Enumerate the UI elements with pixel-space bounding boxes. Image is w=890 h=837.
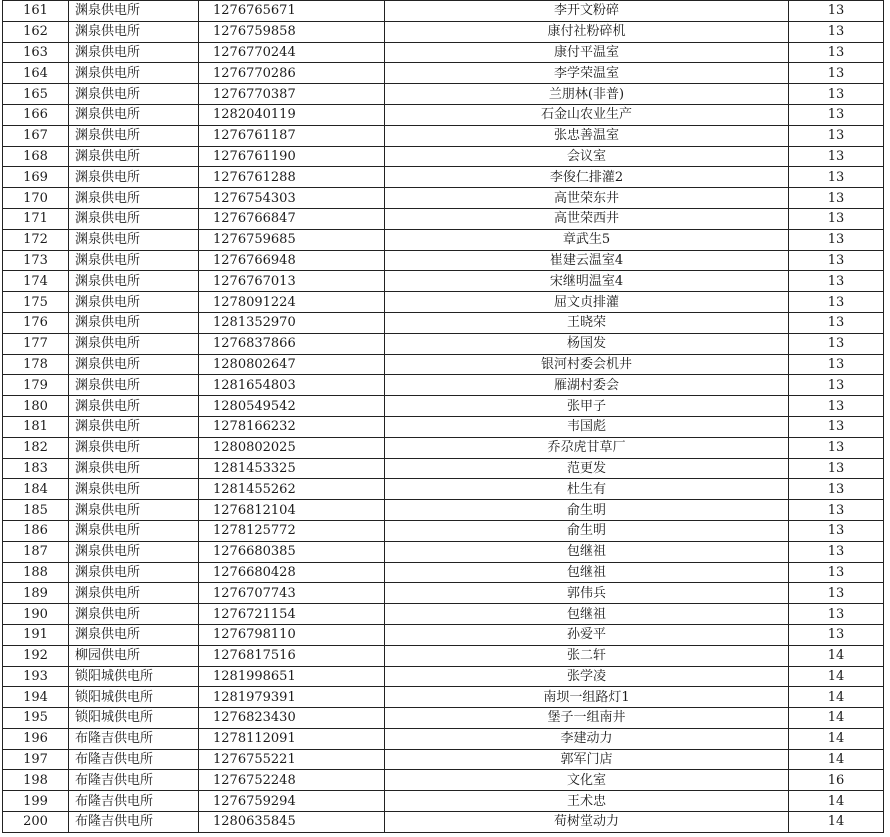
table-row	[3, 21, 884, 42]
table-row	[3, 167, 884, 188]
table-row	[3, 728, 884, 749]
account-number-cell: 1276837866	[199, 333, 385, 354]
supply-station-cell: 渊泉供电所	[69, 63, 199, 84]
table-row	[3, 645, 884, 666]
table-row	[3, 146, 884, 167]
value-cell: 13	[789, 437, 884, 458]
value-cell: 14	[789, 666, 884, 687]
table-row	[3, 437, 884, 458]
supply-station-cell: 渊泉供电所	[69, 1, 199, 22]
table-row	[3, 333, 884, 354]
account-number-cell: 1278125772	[199, 520, 385, 541]
row-number-cell: 171	[3, 208, 69, 229]
supply-station-cell: 锁阳城供电所	[69, 687, 199, 708]
table-row	[3, 312, 884, 333]
supply-station-cell: 渊泉供电所	[69, 583, 199, 604]
customer-name-cell: 兰朋林(非普)	[385, 84, 789, 105]
value-cell: 14	[789, 687, 884, 708]
row-number-cell: 170	[3, 188, 69, 209]
value-cell: 14	[789, 645, 884, 666]
account-number-cell: 1276755221	[199, 749, 385, 770]
table-row	[3, 770, 884, 791]
value-cell: 13	[789, 520, 884, 541]
account-number-cell: 1278112091	[199, 728, 385, 749]
account-number-cell: 1276759858	[199, 21, 385, 42]
row-number-cell: 191	[3, 624, 69, 645]
table-row	[3, 292, 884, 313]
supply-station-cell: 渊泉供电所	[69, 188, 199, 209]
supply-station-cell: 渊泉供电所	[69, 396, 199, 417]
row-number-cell: 185	[3, 500, 69, 521]
account-number-cell: 1281998651	[199, 666, 385, 687]
table-row	[3, 812, 884, 833]
value-cell: 13	[789, 146, 884, 167]
row-number-cell: 183	[3, 458, 69, 479]
table-row	[3, 208, 884, 229]
account-number-cell: 1276798110	[199, 624, 385, 645]
value-cell: 13	[789, 250, 884, 271]
customer-name-cell: 屈文贞排灌	[385, 292, 789, 313]
customer-name-cell: 包继祖	[385, 604, 789, 625]
table-row	[3, 500, 884, 521]
customer-name-cell: 包继祖	[385, 541, 789, 562]
row-number-cell: 163	[3, 42, 69, 63]
supply-station-cell: 渊泉供电所	[69, 375, 199, 396]
table-row	[3, 604, 884, 625]
value-cell: 13	[789, 208, 884, 229]
supply-station-cell: 布隆吉供电所	[69, 728, 199, 749]
account-number-cell: 1276770286	[199, 63, 385, 84]
supply-station-cell: 渊泉供电所	[69, 21, 199, 42]
supply-station-cell: 渊泉供电所	[69, 84, 199, 105]
account-number-cell: 1276759294	[199, 791, 385, 812]
row-number-cell: 189	[3, 583, 69, 604]
supply-station-cell: 渊泉供电所	[69, 104, 199, 125]
supply-station-cell: 布隆吉供电所	[69, 749, 199, 770]
customer-name-cell: 张二轩	[385, 645, 789, 666]
table-row	[3, 749, 884, 770]
row-number-cell: 193	[3, 666, 69, 687]
supply-station-cell: 锁阳城供电所	[69, 708, 199, 729]
supply-station-cell: 渊泉供电所	[69, 604, 199, 625]
supply-station-cell: 渊泉供电所	[69, 146, 199, 167]
value-cell: 13	[789, 500, 884, 521]
table-row	[3, 354, 884, 375]
customer-name-cell: 康付社粉碎机	[385, 21, 789, 42]
table-row	[3, 271, 884, 292]
row-number-cell: 188	[3, 562, 69, 583]
supply-station-cell: 渊泉供电所	[69, 292, 199, 313]
table-row	[3, 541, 884, 562]
supply-station-cell: 渊泉供电所	[69, 541, 199, 562]
row-number-cell: 168	[3, 146, 69, 167]
value-cell: 13	[789, 292, 884, 313]
supply-station-cell: 布隆吉供电所	[69, 770, 199, 791]
row-number-cell: 198	[3, 770, 69, 791]
row-number-cell: 165	[3, 84, 69, 105]
account-number-cell: 1276680385	[199, 541, 385, 562]
value-cell: 13	[789, 104, 884, 125]
customer-name-cell: 俞生明	[385, 520, 789, 541]
account-number-cell: 1276817516	[199, 645, 385, 666]
supply-station-cell: 渊泉供电所	[69, 312, 199, 333]
supply-station-cell: 渊泉供电所	[69, 167, 199, 188]
customer-name-cell: 乔尕虎甘草厂	[385, 437, 789, 458]
customer-name-cell: 王晓荣	[385, 312, 789, 333]
row-number-cell: 179	[3, 375, 69, 396]
customer-name-cell: 章武生5	[385, 229, 789, 250]
value-cell: 13	[789, 271, 884, 292]
value-cell: 16	[789, 770, 884, 791]
supply-station-cell: 渊泉供电所	[69, 562, 199, 583]
customer-name-cell: 张甲子	[385, 396, 789, 417]
customer-name-cell: 文化室	[385, 770, 789, 791]
row-number-cell: 161	[3, 1, 69, 22]
supply-station-cell: 渊泉供电所	[69, 520, 199, 541]
value-cell: 13	[789, 562, 884, 583]
supply-station-cell: 渊泉供电所	[69, 42, 199, 63]
value-cell: 13	[789, 583, 884, 604]
account-number-cell: 1278166232	[199, 416, 385, 437]
table-row	[3, 125, 884, 146]
account-number-cell: 1276770387	[199, 84, 385, 105]
row-number-cell: 174	[3, 271, 69, 292]
account-number-cell: 1276680428	[199, 562, 385, 583]
row-number-cell: 169	[3, 167, 69, 188]
row-number-cell: 167	[3, 125, 69, 146]
account-number-cell: 1276766948	[199, 250, 385, 271]
customer-name-cell: 高世荣东井	[385, 188, 789, 209]
row-number-cell: 187	[3, 541, 69, 562]
customer-name-cell: 崔建云温室4	[385, 250, 789, 271]
account-number-cell: 1276707743	[199, 583, 385, 604]
customer-name-cell: 康付平温室	[385, 42, 789, 63]
customer-name-cell: 张学凌	[385, 666, 789, 687]
supply-station-cell: 布隆吉供电所	[69, 812, 199, 833]
table-row	[3, 1, 884, 22]
table-row	[3, 687, 884, 708]
value-cell: 13	[789, 1, 884, 22]
customer-name-cell: 荀树堂动力	[385, 812, 789, 833]
row-number-cell: 196	[3, 728, 69, 749]
table-row	[3, 791, 884, 812]
customer-name-cell: 俞生明	[385, 500, 789, 521]
value-cell: 13	[789, 229, 884, 250]
table-row	[3, 42, 884, 63]
row-number-cell: 194	[3, 687, 69, 708]
table-row	[3, 84, 884, 105]
row-number-cell: 177	[3, 333, 69, 354]
table-row	[3, 562, 884, 583]
table-row	[3, 583, 884, 604]
account-number-cell: 1276765671	[199, 1, 385, 22]
value-cell: 13	[789, 375, 884, 396]
row-number-cell: 182	[3, 437, 69, 458]
account-number-cell: 1280549542	[199, 396, 385, 417]
supply-station-cell: 渊泉供电所	[69, 208, 199, 229]
account-number-cell: 1281455262	[199, 479, 385, 500]
supply-station-cell: 渊泉供电所	[69, 229, 199, 250]
supply-station-cell: 渊泉供电所	[69, 479, 199, 500]
row-number-cell: 164	[3, 63, 69, 84]
row-number-cell: 178	[3, 354, 69, 375]
table-row	[3, 375, 884, 396]
customer-name-cell: 张忠善温室	[385, 125, 789, 146]
row-number-cell: 197	[3, 749, 69, 770]
row-number-cell: 184	[3, 479, 69, 500]
account-number-cell: 1280635845	[199, 812, 385, 833]
customer-name-cell: 李开文粉碎	[385, 1, 789, 22]
account-number-cell: 1276721154	[199, 604, 385, 625]
customer-name-cell: 宋继明温室4	[385, 271, 789, 292]
account-number-cell: 1281453325	[199, 458, 385, 479]
value-cell: 13	[789, 125, 884, 146]
supply-station-cell: 布隆吉供电所	[69, 791, 199, 812]
value-cell: 13	[789, 604, 884, 625]
value-cell: 14	[789, 708, 884, 729]
records-table-body	[3, 1, 884, 833]
row-number-cell: 186	[3, 520, 69, 541]
row-number-cell: 200	[3, 812, 69, 833]
row-number-cell: 180	[3, 396, 69, 417]
row-number-cell: 175	[3, 292, 69, 313]
customer-name-cell: 郭伟兵	[385, 583, 789, 604]
row-number-cell: 173	[3, 250, 69, 271]
customer-name-cell: 孙爱平	[385, 624, 789, 645]
supply-station-cell: 渊泉供电所	[69, 250, 199, 271]
account-number-cell: 1280802025	[199, 437, 385, 458]
table-row	[3, 104, 884, 125]
row-number-cell: 190	[3, 604, 69, 625]
table-row	[3, 416, 884, 437]
value-cell: 13	[789, 416, 884, 437]
supply-station-cell: 渊泉供电所	[69, 271, 199, 292]
value-cell: 13	[789, 396, 884, 417]
supply-station-cell: 渊泉供电所	[69, 333, 199, 354]
account-number-cell: 1276752248	[199, 770, 385, 791]
table-row	[3, 520, 884, 541]
value-cell: 13	[789, 42, 884, 63]
account-number-cell: 1276823430	[199, 708, 385, 729]
customer-name-cell: 李学荣温室	[385, 63, 789, 84]
account-number-cell: 1276761187	[199, 125, 385, 146]
table-row	[3, 188, 884, 209]
customer-name-cell: 王术忠	[385, 791, 789, 812]
row-number-cell: 162	[3, 21, 69, 42]
account-number-cell: 1276761190	[199, 146, 385, 167]
customer-name-cell: 包继祖	[385, 562, 789, 583]
customer-name-cell: 堡子一组南井	[385, 708, 789, 729]
value-cell: 13	[789, 312, 884, 333]
customer-name-cell: 杨国发	[385, 333, 789, 354]
records-table	[2, 0, 884, 833]
table-row	[3, 479, 884, 500]
value-cell: 13	[789, 167, 884, 188]
value-cell: 13	[789, 541, 884, 562]
value-cell: 13	[789, 458, 884, 479]
account-number-cell: 1282040119	[199, 104, 385, 125]
customer-name-cell: 李建动力	[385, 728, 789, 749]
customer-name-cell: 高世荣西井	[385, 208, 789, 229]
row-number-cell: 181	[3, 416, 69, 437]
customer-name-cell: 杜生有	[385, 479, 789, 500]
row-number-cell: 199	[3, 791, 69, 812]
account-number-cell: 1280802647	[199, 354, 385, 375]
supply-station-cell: 渊泉供电所	[69, 416, 199, 437]
table-row	[3, 708, 884, 729]
account-number-cell: 1276770244	[199, 42, 385, 63]
account-number-cell: 1278091224	[199, 292, 385, 313]
account-number-cell: 1276812104	[199, 500, 385, 521]
customer-name-cell: 银河村委会机井	[385, 354, 789, 375]
row-number-cell: 176	[3, 312, 69, 333]
account-number-cell: 1276761288	[199, 167, 385, 188]
account-number-cell: 1276759685	[199, 229, 385, 250]
customer-name-cell: 范更发	[385, 458, 789, 479]
account-number-cell: 1276754303	[199, 188, 385, 209]
row-number-cell: 192	[3, 645, 69, 666]
value-cell: 13	[789, 624, 884, 645]
value-cell: 13	[789, 333, 884, 354]
table-row	[3, 458, 884, 479]
supply-station-cell: 渊泉供电所	[69, 624, 199, 645]
table-row	[3, 396, 884, 417]
table-row	[3, 624, 884, 645]
value-cell: 14	[789, 812, 884, 833]
customer-name-cell: 石金山农业生产	[385, 104, 789, 125]
customer-name-cell: 雁湖村委会	[385, 375, 789, 396]
value-cell: 13	[789, 479, 884, 500]
customer-name-cell: 会议室	[385, 146, 789, 167]
account-number-cell: 1281979391	[199, 687, 385, 708]
account-number-cell: 1276767013	[199, 271, 385, 292]
customer-name-cell: 南坝一组路灯1	[385, 687, 789, 708]
value-cell: 13	[789, 188, 884, 209]
account-number-cell: 1281654803	[199, 375, 385, 396]
account-number-cell: 1276766847	[199, 208, 385, 229]
customer-name-cell: 李俊仁排灌2	[385, 167, 789, 188]
value-cell: 14	[789, 728, 884, 749]
supply-station-cell: 渊泉供电所	[69, 125, 199, 146]
row-number-cell: 166	[3, 104, 69, 125]
row-number-cell: 195	[3, 708, 69, 729]
table-row	[3, 250, 884, 271]
value-cell: 13	[789, 84, 884, 105]
table-row	[3, 666, 884, 687]
account-number-cell: 1281352970	[199, 312, 385, 333]
value-cell: 14	[789, 791, 884, 812]
supply-station-cell: 渊泉供电所	[69, 437, 199, 458]
value-cell: 13	[789, 21, 884, 42]
customer-name-cell: 韦国彪	[385, 416, 789, 437]
supply-station-cell: 锁阳城供电所	[69, 666, 199, 687]
supply-station-cell: 柳园供电所	[69, 645, 199, 666]
customer-name-cell: 郭军门店	[385, 749, 789, 770]
supply-station-cell: 渊泉供电所	[69, 458, 199, 479]
value-cell: 14	[789, 749, 884, 770]
value-cell: 13	[789, 63, 884, 84]
value-cell: 13	[789, 354, 884, 375]
table-row	[3, 229, 884, 250]
supply-station-cell: 渊泉供电所	[69, 354, 199, 375]
supply-station-cell: 渊泉供电所	[69, 500, 199, 521]
table-row	[3, 63, 884, 84]
row-number-cell: 172	[3, 229, 69, 250]
